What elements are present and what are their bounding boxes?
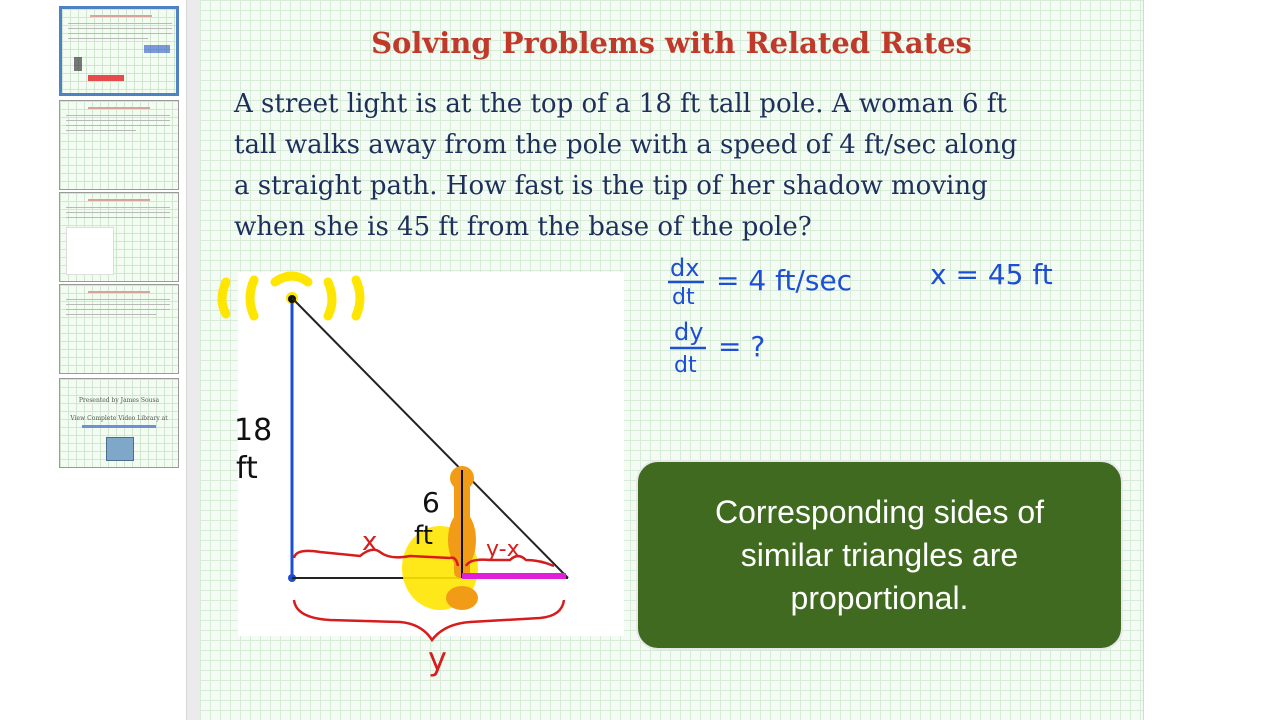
y-minus-x-label: y-x xyxy=(486,537,520,562)
dxdt-value: = 4 ft/sec xyxy=(716,264,853,297)
problem-line-3: a straight path. How fast is the tip of her shadow moving xyxy=(234,171,988,201)
dxdt-numerator: dx xyxy=(670,254,700,282)
problem-line-1: A street light is at the top of a 18 ft tall pole. A woman 6 ft xyxy=(234,89,1007,119)
y-label: y xyxy=(428,640,447,678)
problem-line-4: when she is 45 ft from the base of the pole? xyxy=(234,212,812,242)
woman-height-value: 6 xyxy=(422,486,440,519)
dydt-numerator: dy xyxy=(674,318,704,346)
presented-by-label: Presented by James Sousa xyxy=(78,397,160,404)
slide-thumbnail-3[interactable] xyxy=(59,192,179,282)
dxdt-denominator: dt xyxy=(672,285,695,310)
callout-text: Corresponding sides of similar triangles are proportional. xyxy=(714,493,1045,616)
x-given-value: x = 45 ft xyxy=(930,258,1053,291)
dydt-denominator: dt xyxy=(674,353,697,378)
right-gutter xyxy=(1143,0,1280,720)
woman-height-unit: ft xyxy=(414,521,433,551)
slide-thumbnail-5[interactable] xyxy=(59,378,179,468)
callout-box xyxy=(636,460,1123,650)
problem-line-2: tall walks away from the pole with a speed of 4 ft/sec along xyxy=(234,130,1018,160)
slide-title: Solving Problems with Related Rates xyxy=(371,26,972,60)
slide-canvas xyxy=(200,0,1143,720)
video-library-label: View Complete Video Library at xyxy=(70,415,168,422)
slide-thumbnail-panel xyxy=(56,0,187,720)
slide-thumbnail-2[interactable] xyxy=(59,100,179,190)
pole-height-unit: ft xyxy=(236,451,258,486)
pole-height-value: 18 xyxy=(234,413,273,448)
x-label: x xyxy=(362,527,378,557)
slide-thumbnail-4[interactable] xyxy=(59,284,179,374)
slide-thumbnail-1[interactable] xyxy=(59,6,179,96)
dydt-value: = ? xyxy=(718,330,766,363)
